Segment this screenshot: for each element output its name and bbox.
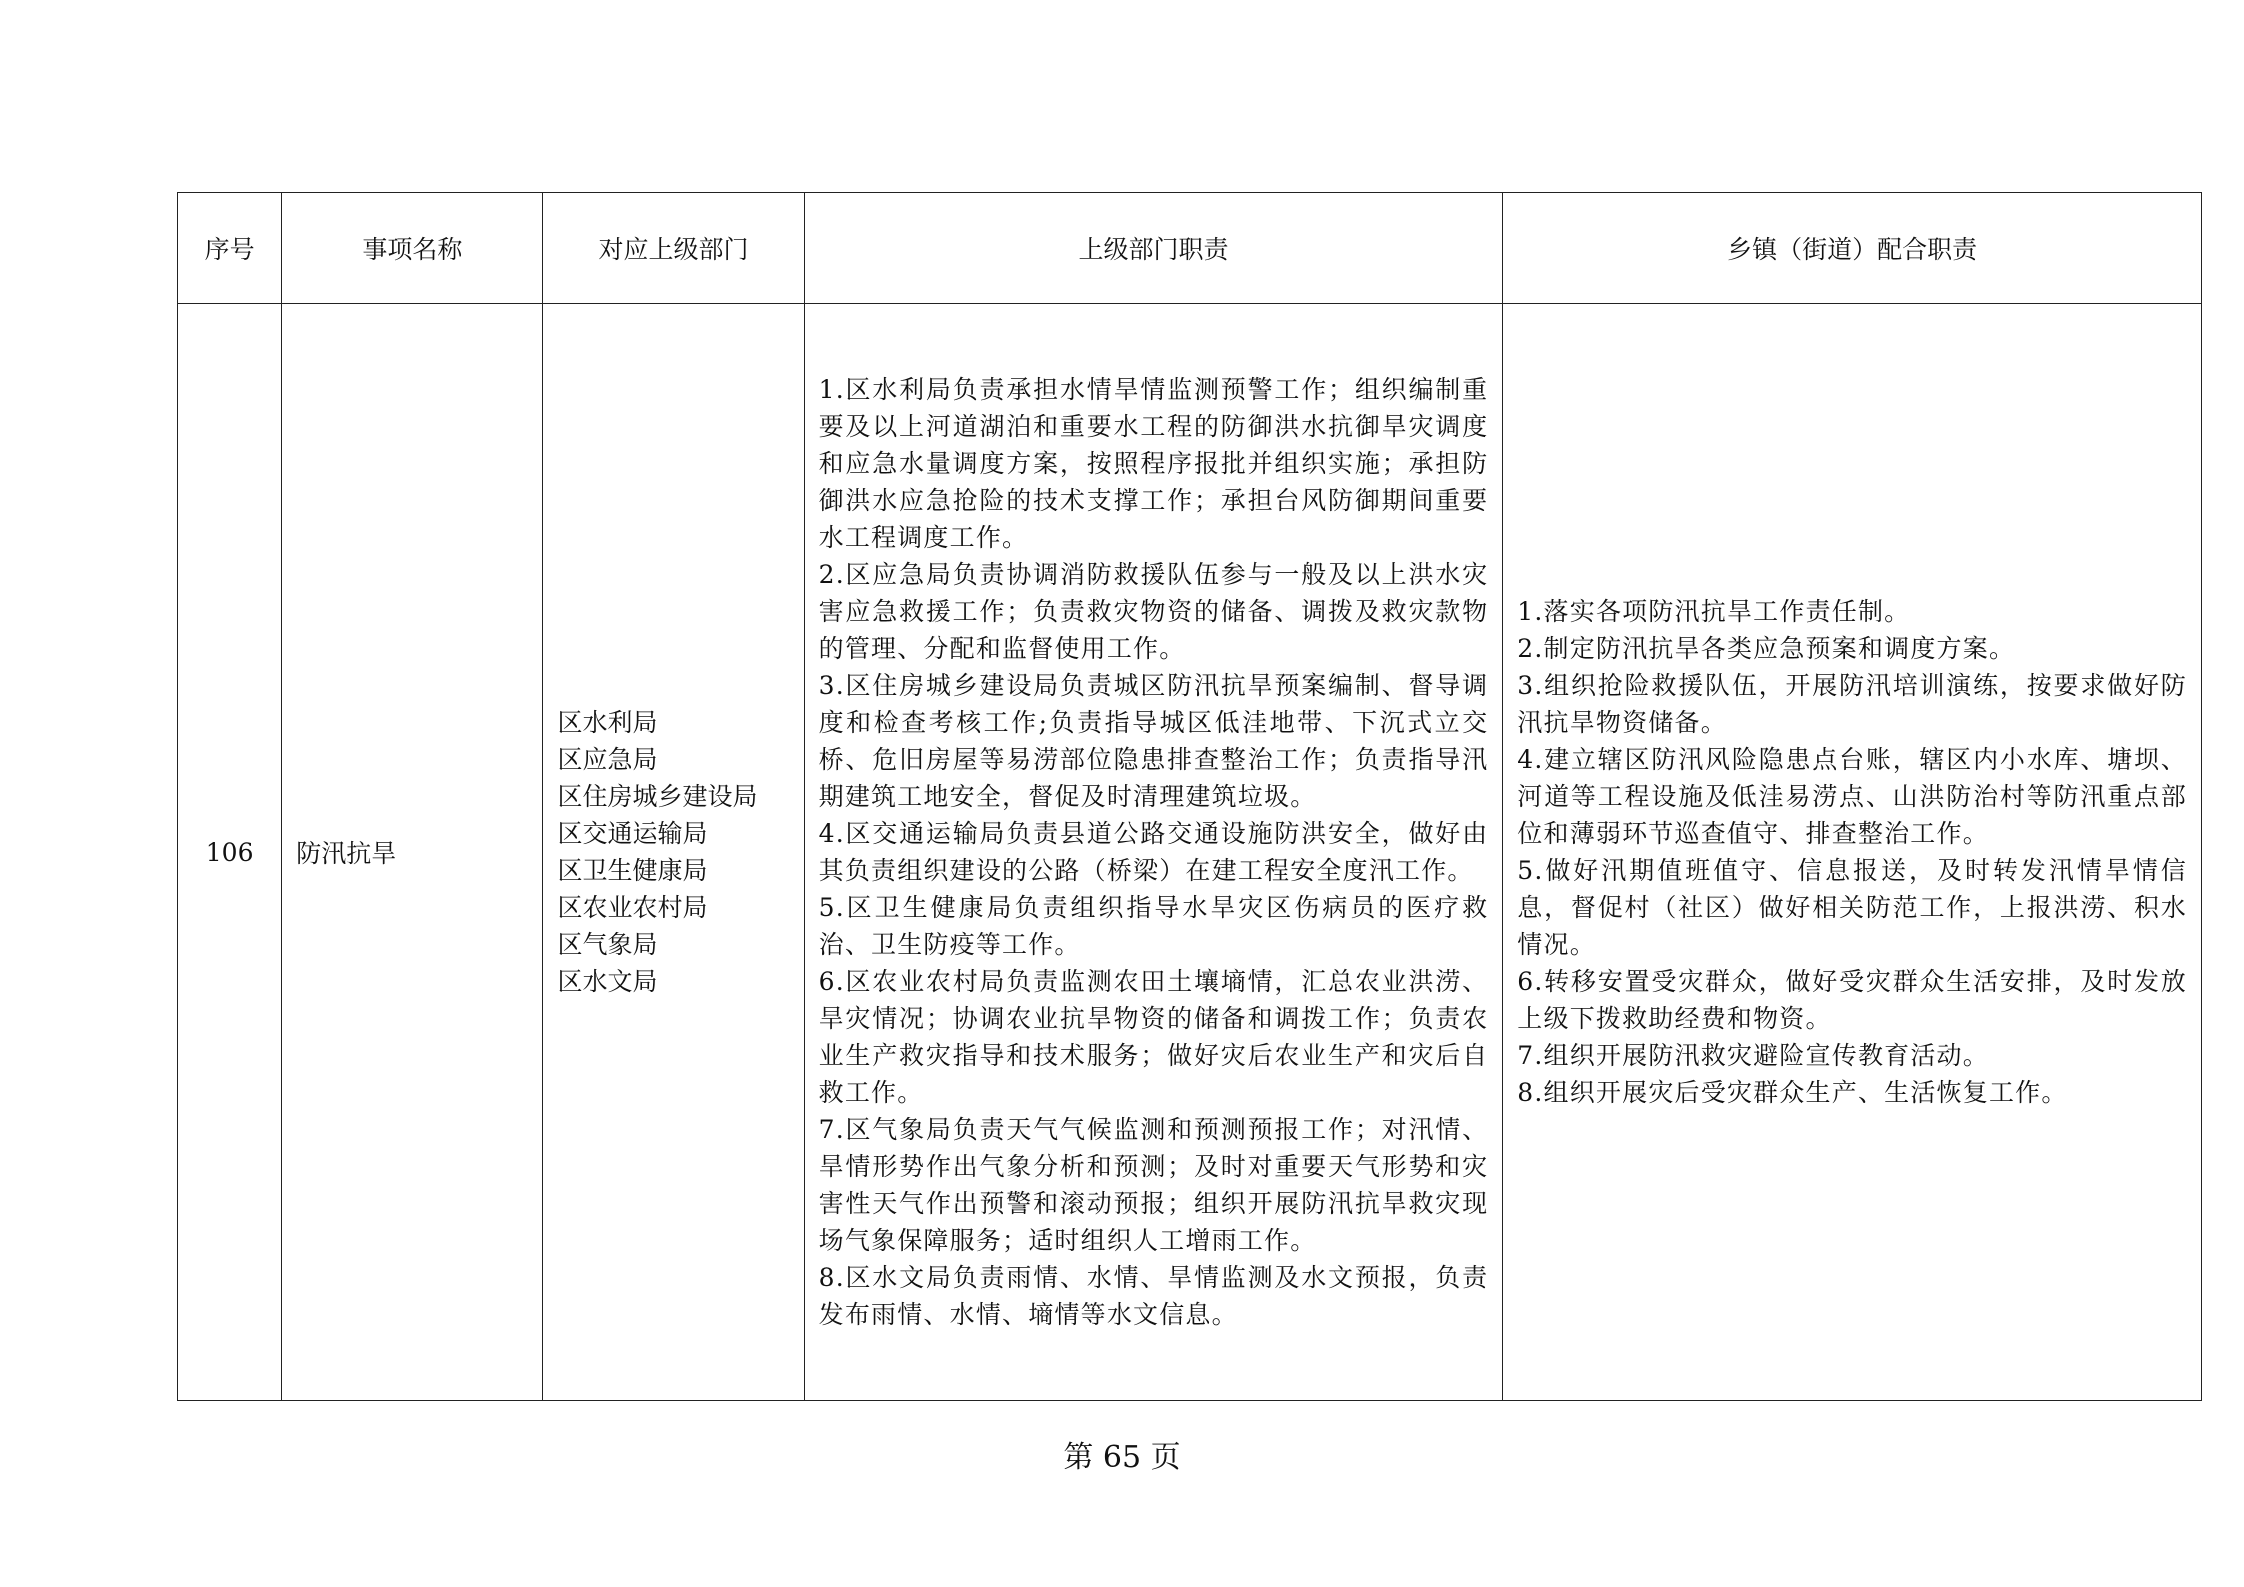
upper-duty-item: 4.区交通运输局负责县道公路交通设施防洪安全，做好由其负责组织建设的公路（桥梁）在建工程安全度汛工作。 <box>818 819 1489 885</box>
upper-duty-item: 3.区住房城乡建设局负责城区防汛抗旱预案编制、督导调度和检查考核工作;负责指导城区低洼地带、下沉式立交桥、危旧房屋等易涝部位隐患排查整治工作；负责指导汛期建筑工地安全，督促及时清理建筑垃圾。 <box>818 671 1489 811</box>
page-number: 第 65 页 <box>1063 1440 1181 1475</box>
table-row <box>178 304 2202 1401</box>
header-town-duties: 乡镇（街道）配合职责 <box>1503 193 2202 304</box>
town-duty-item: 4.建立辖区防汛风险隐患点台账，辖区内小水库、塘坝、河道等工程设施及低洼易涝点、山洪防治村等防汛重点部位和薄弱环节巡查值守、排查整治工作。 <box>1517 745 2187 848</box>
cell-item-name: 防汛抗旱 <box>282 304 543 1401</box>
town-duty-item: 3.组织抢险救援队伍，开展防汛培训演练，按要求做好防汛抗旱物资储备。 <box>1517 671 2187 737</box>
department-item: 区卫生健康局 <box>557 856 708 885</box>
upper-duty-item: 8.区水文局负责雨情、水情、旱情监测及水文预报，负责发布雨情、水情、墒情等水文信息。 <box>818 1263 1489 1329</box>
upper-duty-item: 6.区农业农村局负责监测农田土壤墒情，汇总农业洪涝、旱灾情况；协调农业抗旱物资的储备和调拨工作；负责农业生产救灾指导和技术服务；做好灾后农业生产和灾后自救工作。 <box>818 967 1489 1107</box>
town-duty-item: 7.组织开展防汛救灾避险宣传教育活动。 <box>1517 1041 1989 1070</box>
department-item: 区应急局 <box>557 745 658 774</box>
header-seq: 序号 <box>178 193 282 304</box>
department-item: 区住房城乡建设局 <box>557 782 758 811</box>
town-duty-item: 2.制定防汛抗旱各类应急预案和调度方案。 <box>1517 634 2016 663</box>
town-duty-item: 1.落实各项防汛抗旱工作责任制。 <box>1517 597 1911 626</box>
department-item: 区水利局 <box>557 708 658 737</box>
duties-table <box>177 192 2202 1401</box>
department-item: 区农业农村局 <box>557 893 708 922</box>
department-item: 区交通运输局 <box>557 819 708 848</box>
upper-duty-item: 5.区卫生健康局负责组织指导水旱灾区伤病员的医疗救治、卫生防疫等工作。 <box>818 893 1489 959</box>
cell-departments <box>543 304 804 1401</box>
header-item-name: 事项名称 <box>282 193 543 304</box>
cell-town-duties <box>1503 304 2202 1401</box>
department-item: 区水文局 <box>557 967 658 996</box>
header-upper-duties: 上级部门职责 <box>804 193 1503 304</box>
department-item: 区气象局 <box>557 930 658 959</box>
town-duty-item: 5.做好汛期值班值守、信息报送，及时转发汛情旱情信息，督促村（社区）做好相关防范工作，上报洪涝、积水情况。 <box>1517 856 2187 959</box>
upper-duty-item: 7.区气象局负责天气气候监测和预测预报工作；对汛情、旱情形势作出气象分析和预测；及时对重要天气形势和灾害性天气作出预警和滚动预报；组织开展防汛抗旱救灾现场气象保障服务；适时组织人工增雨工作。 <box>818 1115 1489 1255</box>
table-header-row <box>178 193 2202 304</box>
upper-duty-item: 1.区水利局负责承担水情旱情监测预警工作；组织编制重要及以上河道湖泊和重要水工程的防御洪水抗御旱灾调度和应急水量调度方案，按照程序报批并组织实施；承担防御洪水应急抢险的技术支撑工作；承担台风防御期间重要水工程调度工作。 <box>818 375 1489 552</box>
upper-duty-item: 2.区应急局负责协调消防救援队伍参与一般及以上洪水灾害应急救援工作；负责救灾物资的储备、调拨及救灾款物的管理、分配和监督使用工作。 <box>818 560 1489 663</box>
cell-seq: 106 <box>178 304 282 1401</box>
town-duty-item: 6.转移安置受灾群众，做好受灾群众生活安排，及时发放上级下拨救助经费和物资。 <box>1517 967 2187 1033</box>
header-upper-dept: 对应上级部门 <box>543 193 804 304</box>
cell-upper-duties <box>804 304 1503 1401</box>
town-duty-item: 8.组织开展灾后受灾群众生产、生活恢复工作。 <box>1517 1078 2068 1107</box>
